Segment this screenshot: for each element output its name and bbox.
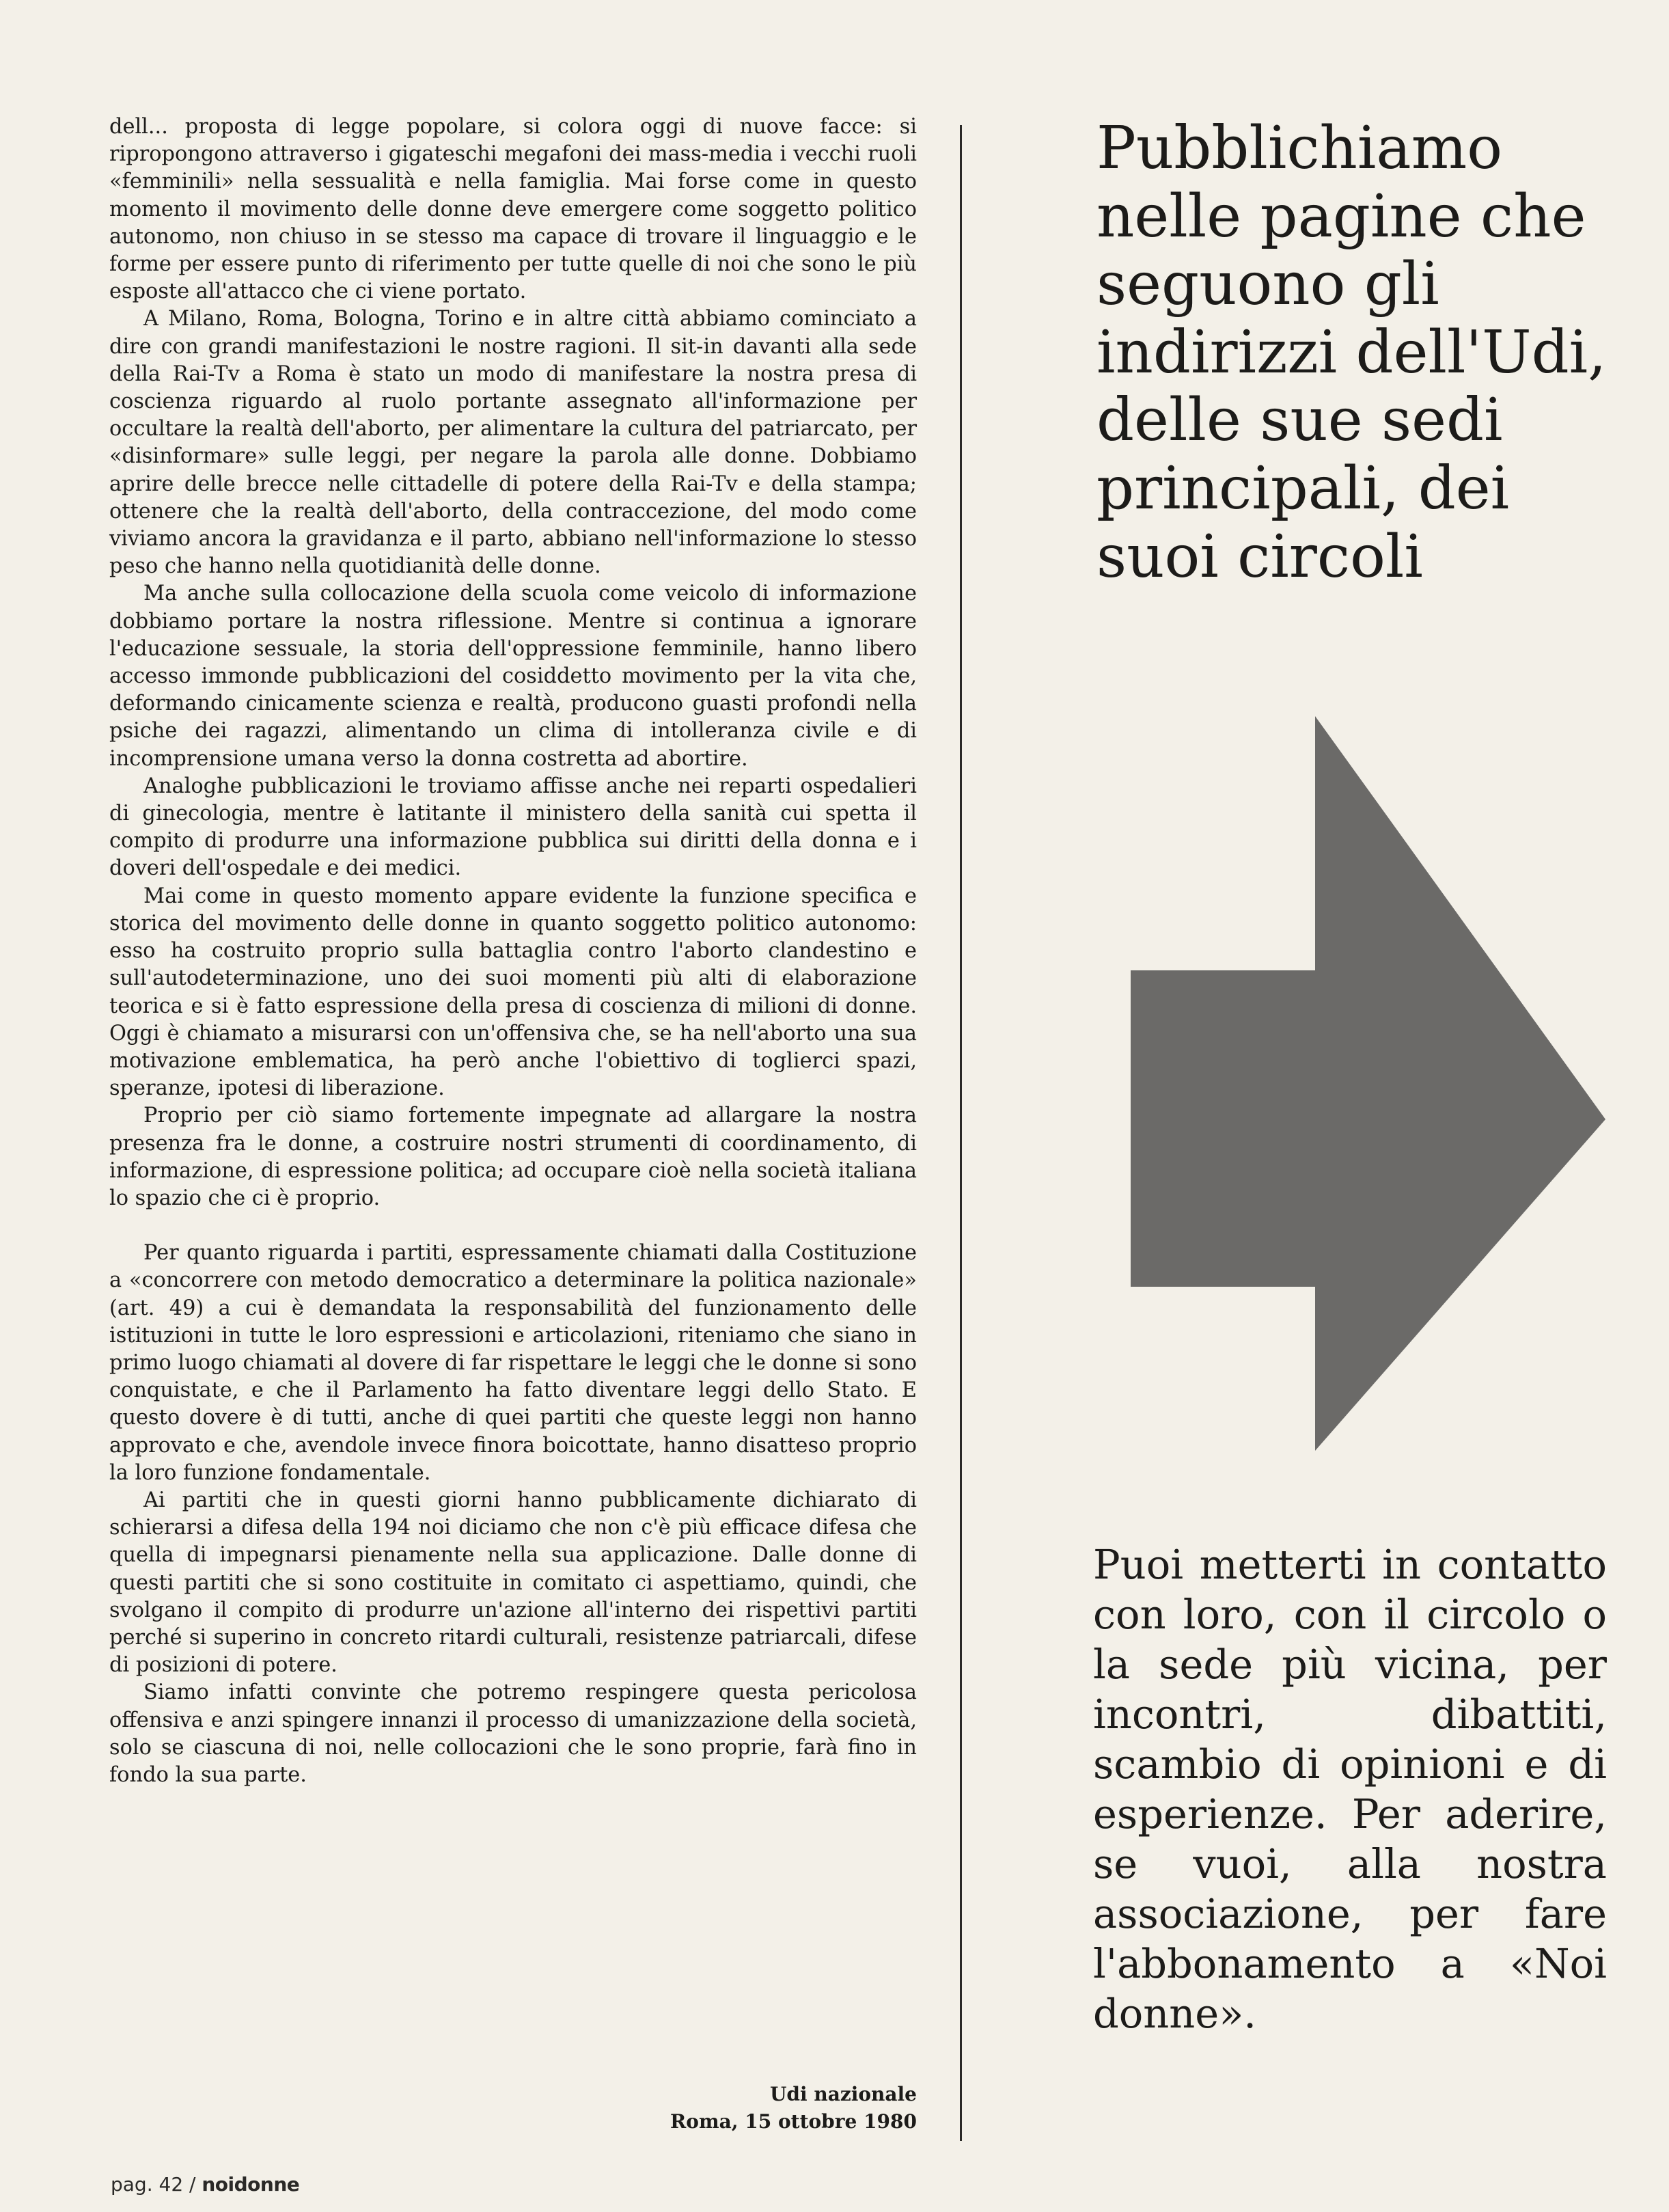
column-divider bbox=[960, 125, 962, 2141]
article-body bbox=[109, 113, 917, 1789]
right-arrow-icon bbox=[1131, 716, 1605, 1451]
signature bbox=[670, 2081, 917, 2135]
article-paragraph-8: Ai partiti che in questi giorni hanno pubblicamente dichiarato di schierarsi a difesa della 194 noi diciamo che non c'è più efficace difesa che quella di impegnarsi pienamente nella sua applicazione. Dalle donne di questi partiti che si sono costituite in comitato ci aspettiamo, quindi, che svolgano il compito di produrre un'azione all'interno dei rispettivi partiti perché si superino in concreto ritardi culturali, resistenze patriarcali, difese di posizioni di potere. bbox=[109, 1488, 917, 1678]
article-paragraph-7: Per quanto riguarda i partiti, espressamente chiamati dalla Costituzione a «concorrere con metodo democratico a determinare la politica nazionale» (art. 49) a cui è demandata la responsabilità del funzionamento delle istituzioni in tutte le loro espressioni e articolazioni, riteniamo che siano in primo luogo chiamati al dovere di far rispettare le leggi che le donne si sono conquistate, e che il Parlamento ha fatto diventare leggi dello Stato. E questo dovere è di tutti, anche di quei partiti che queste leggi non hanno approvato e che, avendole invece finora boicottate, hanno disatteso proprio la loro funzione fondamentale. bbox=[109, 1241, 917, 1485]
contact-text: Puoi metterti in contatto con loro, con il circolo o la sede più vicina, per incontri, dibattiti, scambio di opinioni e di esperienze. Per aderire, se vuoi, alla nostra associazione, per fare l'abbonamento a «Noi donne». bbox=[1093, 1541, 1607, 2037]
page-footer bbox=[111, 2173, 299, 2196]
article-paragraph-6: Proprio per ciò siamo fortemente impegnate ad allargare la nostra presenza fra le donne, a costruire nostri strumenti di coordinamento, di informazione, di espressione politica; ad occupare cioè nella società italiana lo spazio che ci è proprio. bbox=[109, 1104, 917, 1210]
article-paragraph-9: Siamo infatti convinte che potremo respingere questa pericolosa offensiva e anzi spingere innanzi il processo di umanizzazione della società, solo se ciascuna di noi, nelle collocazioni che le sono proprie, farà fino in fondo la sua parte. bbox=[109, 1680, 917, 1787]
magazine-name: noidonne bbox=[202, 2173, 300, 2196]
signature-place-date: Roma, 15 ottobre 1980 bbox=[670, 2110, 917, 2133]
article-paragraph-1: dell... proposta di legge popolare, si colora oggi di nuove facce: si ripropongono attraverso i gigateschi megafoni dei mass-media i vecchi ruoli «femminili» nella sessualità e nella famiglia. Mai forse come in questo momento il movimento delle donne deve emergere come soggetto politico autonomo, non chiuso in se stesso ma capace di trovare il linguaggio e le forme per essere punto di riferimento per tutte quelle di noi che sono le più esposte all'attacco che ci viene portato. bbox=[109, 115, 917, 304]
page-number: pag. 42 / bbox=[111, 2173, 196, 2196]
arrow-shape bbox=[1131, 716, 1605, 1451]
article-paragraph-3: Ma anche sulla collocazione della scuola come veicolo di informazione dobbiamo portare la nostra riflessione. Mentre si continua a ignorare l'educazione sessuale, la storia dell'oppressione femminile, hanno libero accesso immonde pubblicazioni del cosiddetto movimento per la vita che, deformando cinicamente scienza e realtà, producono guasti profondi nella psiche dei ragazzi, alimentando un clima di intolleranza civile e di incomprensione umana verso la donna costretta ad abortire. bbox=[109, 582, 917, 771]
sidebar-heading: Pubblichiamo nelle pagine che seguono gli indirizzi dell'Udi, delle sue sedi principali, dei suoi circoli bbox=[1096, 114, 1607, 591]
article-paragraph-2: A Milano, Roma, Bologna, Torino e in altre città abbiamo cominciato a dire con grandi manifestazioni le nostre ragioni. Il sit-in davanti alla sede della Rai-Tv a Roma è stato un modo di manifestare la nostra presa di coscienza riguardo al ruolo portante assegnato all'informazione per occultare la realtà dell'aborto, per alimentare la cultura del patriarcato, per «disinformare» sulle leggi, per negare la parola alle donne. Dobbiamo aprire delle brecce nelle cittadelle di potere della Rai-Tv e della stampa; ottenere che la realtà dell'aborto, della contraccezione, del modo come viviamo ancora la gravidanza e il parto, abbiano nell'informazione lo stesso peso che hanno nella quotidianità delle donne. bbox=[109, 307, 917, 579]
article-paragraph-5: Mai come in questo momento appare evidente la funzione specifica e storica del movimento delle donne in quanto soggetto politico autonomo: esso ha costruito proprio sulla battaglia contro l'aborto clandestino e sull'autodeterminazione, uno dei suoi momenti più alti di elaborazione teorica e si è fatto espressione della presa di coscienza di milioni di donne. Oggi è chiamato a misurarsi con un'offensiva che, se ha nell'aborto una sua motivazione emblematica, ha però anche l'obiettivo di toglierci spazi, speranze, ipotesi di liberazione. bbox=[109, 884, 917, 1101]
article-paragraph-4: Analoghe pubblicazioni le troviamo affisse anche nei reparti ospedalieri di ginecologia, mentre è latitante il ministero della sanità cui spetta il compito di produrre una informazione pubblica sui diritti della donna e i doveri dell'ospedale e dei medici. bbox=[109, 774, 917, 881]
signature-org: Udi nazionale bbox=[769, 2083, 917, 2105]
